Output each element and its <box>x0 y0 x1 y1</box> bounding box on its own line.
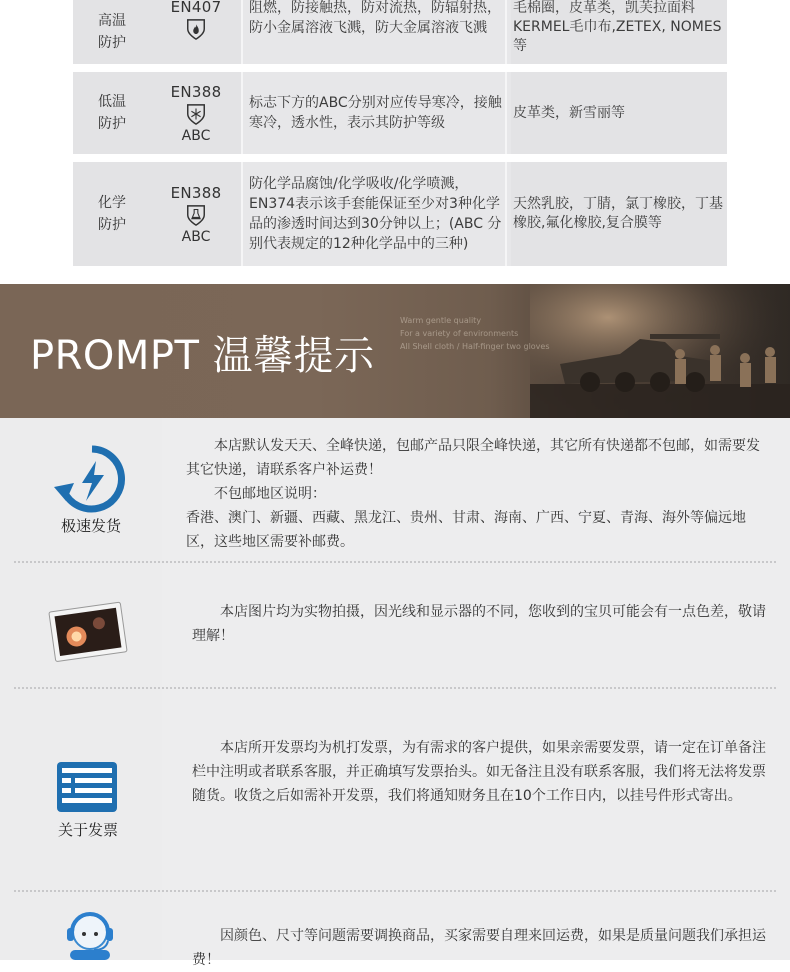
flame-shield-icon <box>185 17 207 41</box>
notice-paragraph: 不包邮地区说明： <box>186 486 326 502</box>
notice-label: 极速发货 <box>60 517 121 535</box>
banner-subtitle: For a variety of environments <box>400 329 519 338</box>
standard-abc: ABC <box>181 127 211 144</box>
description-cell <box>243 162 511 266</box>
standard-code: EN388 <box>170 183 222 202</box>
protection-type: 高温 防护 <box>98 13 126 51</box>
prompt-banner <box>0 284 790 418</box>
description-text: 标志下方的ABC分别对应传导寒冷，接触寒冷，透水性，表示其防护等级 <box>249 95 502 131</box>
notice-section <box>0 418 790 968</box>
protection-type: 化学 防护 <box>98 195 126 233</box>
standard-code: EN388 <box>170 82 222 101</box>
snowflake-shield-icon <box>185 102 207 126</box>
description-text: 防化学品腐蚀/化学吸收/化学喷溅，EN374表示该手套能保证至少对3种化学品的渗透时间达到30分钟以上；(ABC 分别代表规定的12种化学品中的三种) <box>249 176 502 252</box>
materials-cell <box>507 0 727 64</box>
divider <box>14 687 776 689</box>
invoice-icon <box>56 761 118 813</box>
notice-text <box>192 600 772 648</box>
notice-paragraph: 香港、澳门、新疆、西藏、黑龙江、贵州、甘肃、海南、广西、宁夏、青海、海外等偏远地区，这些地区需要补邮费。 <box>186 510 746 550</box>
materials-text: 毛棉圈，皮革类，凯芙拉面料 KERMEL毛巾布,ZETEX, NOMES等 <box>513 0 722 54</box>
description-cell <box>243 72 511 154</box>
battle-scene-image <box>530 284 790 418</box>
table-row <box>73 72 727 154</box>
table-row <box>73 0 727 64</box>
materials-text: 皮革类，新雪丽等 <box>513 104 625 121</box>
banner-title: PROMPT 温馨提示 <box>30 333 375 379</box>
notice-text <box>192 924 772 972</box>
fast-delivery-icon <box>52 443 132 515</box>
standard-abc: ABC <box>181 228 211 245</box>
materials-text: 天然乳胶，丁腈，氯丁橡胶，丁基橡胶,氟化橡胶,复合膜等 <box>513 196 723 231</box>
description-cell <box>243 0 511 64</box>
notice-text <box>186 434 771 554</box>
standard-cell <box>151 0 241 64</box>
description-text: 阻燃，防接触热，防对流热，防辐射热，防小金属溶液飞溅，防大金属溶液飞溅 <box>249 0 501 36</box>
notice-paragraph: 本店图片均为实物拍摄，因光线和显示器的不同，您收到的宝贝可能会有一点色差，敬请理解！ <box>192 604 766 644</box>
notice-paragraph: 本店默认发天天、全峰快递，包邮产品只限全峰快递，其它所有快递都不包邮，如需要发其它快递，请联系客户补运费！ <box>186 438 760 478</box>
standard-cell <box>151 162 241 266</box>
protection-type: 低温 防护 <box>98 94 126 132</box>
banner-subtitle: Warm gentle quality <box>400 316 482 325</box>
standard-code: EN407 <box>170 0 222 16</box>
notice-paragraph: 因颜色、尺寸等问题需要调换商品，买家需要自理来回运费，如果是质量问题我们承担运费！ <box>192 928 766 968</box>
flask-shield-icon <box>185 203 207 227</box>
banner-subtitle: All Shell cloth / Half-finger two gloves <box>400 342 550 351</box>
table-row <box>73 162 727 266</box>
materials-cell <box>507 162 727 266</box>
photo-icon <box>46 599 128 665</box>
customer-service-icon <box>62 908 118 960</box>
divider <box>14 561 776 563</box>
notice-label: 关于发票 <box>57 821 118 839</box>
materials-cell <box>507 72 727 154</box>
notice-paragraph: 本店所开发票均为机打发票，为有需求的客户提供，如果亲需要发票，请一定在订单备注栏中注明或者联系客服，并正确填写发票抬头。如无备注且没有联系客服，我们将无法将发票随货。收货之后如需补开发票，我们将通知财务且在10个工作日内，以挂号件形式寄出。 <box>192 740 766 804</box>
divider <box>14 890 776 892</box>
notice-text <box>192 736 772 808</box>
standard-cell <box>151 72 241 154</box>
